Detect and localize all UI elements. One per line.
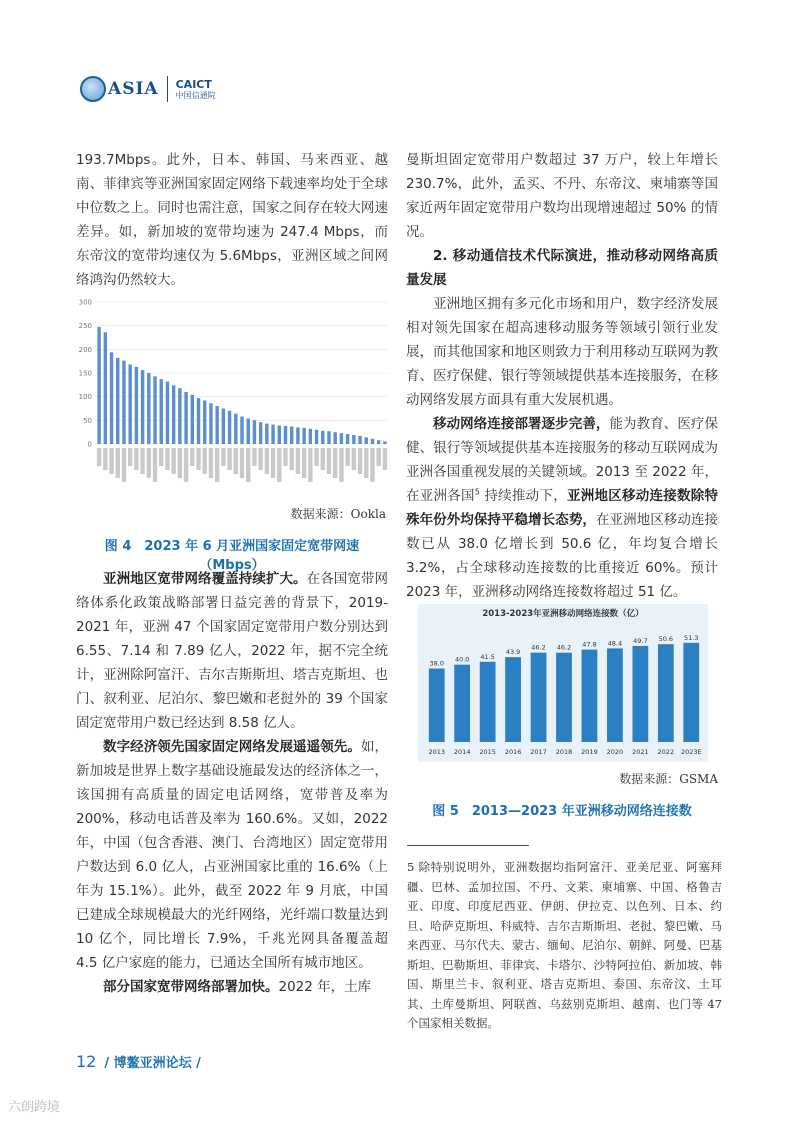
fig4-y-tick-label: 150	[78, 369, 92, 378]
fig4-bar	[184, 392, 187, 444]
fig5-category-label: 2016	[504, 748, 522, 756]
fig4-bar	[271, 425, 274, 444]
fig4-bar	[191, 395, 194, 444]
fig4-x-label-glyph	[289, 448, 293, 470]
fig5-bar	[505, 657, 521, 742]
fig4-x-label-glyph	[258, 448, 262, 470]
fig4-bar	[135, 367, 138, 444]
fig4-bar	[377, 440, 380, 444]
fig5-bar	[454, 665, 470, 742]
fig4-bar	[259, 422, 262, 444]
right-p2	[406, 412, 718, 604]
fig4-x-label-glyph	[159, 448, 163, 466]
p1-heading: 亚洲地区宽带网络覆盖持续扩大。	[103, 571, 307, 587]
fig4-bar	[371, 439, 374, 444]
fig5-bar	[607, 648, 623, 742]
right-p0: 曼斯坦固定宽带用户数超过 37 万户，较上年增长 230.7%，此外，孟买、不丹、东帝汶、柬埔寨等国家近两年固定宽带用户数均出现增速超过 50% 的情况。	[406, 152, 718, 240]
fig5-category-label: 2022	[657, 748, 675, 756]
fig4-x-label-glyph	[122, 448, 126, 482]
fig4-bar	[178, 388, 181, 444]
fig5-bar	[556, 653, 572, 742]
fig5-value-label: 48.4	[607, 639, 623, 648]
page-footer	[76, 1052, 201, 1071]
fig4-bar	[104, 332, 107, 444]
fig4-x-label-glyph	[134, 448, 138, 470]
header-logo	[80, 72, 216, 106]
fig5-value-label: 49.7	[633, 636, 648, 645]
paragraph-digital-economy	[76, 735, 388, 975]
fig4-chart	[76, 294, 394, 494]
right-p2-c: 在亚洲地区移动连接数已从 38.0 亿增长到 50.6 亿，年均复合增长 3.2%，占全球移动连接数的比重接近 60%。预计 2023 年，亚洲移动网络连接数将超过 51 亿。	[406, 512, 719, 600]
fig5-bar	[429, 669, 445, 742]
fig4-bar	[228, 411, 231, 444]
fig4-x-label-glyph	[283, 448, 287, 466]
fig5-bar	[582, 650, 598, 742]
asia-logo-text: ASIA	[108, 79, 159, 99]
fig4-bar	[172, 385, 175, 444]
fig4-bar	[253, 420, 256, 444]
paragraph-broadband-coverage	[76, 567, 388, 735]
fig4-bar	[265, 424, 268, 444]
fig5-category-label: 2021	[632, 748, 649, 756]
fig4-bar	[340, 433, 343, 444]
fig4-bar	[166, 382, 169, 444]
fig5-category-label: 2017	[530, 748, 547, 756]
fig4-bar	[346, 434, 349, 444]
fig5-bar	[683, 643, 699, 742]
caict-logo-en: CAICT	[175, 77, 212, 91]
fig4-x-label-glyph	[370, 448, 374, 482]
fig5-title: 2013-2023年亚洲移动网络连接数（亿）	[482, 609, 644, 619]
fig5-category-label: 2013	[428, 748, 446, 756]
fig4-x-label-glyph	[178, 448, 182, 478]
fig5-bar	[632, 646, 648, 742]
fig4-bar	[315, 430, 318, 444]
right-p2-heading: 移动网络连接部署逐步完善，	[433, 416, 610, 432]
fig5-category-label: 2015	[479, 748, 496, 756]
fig4-bar	[153, 376, 156, 444]
fig4-bar	[203, 400, 206, 444]
p1-text: 在各国宽带网络体系化政策战略部署日益完善的背景下，2019-2021 年，亚洲 47 个国家固定宽带用户数分别达到 6.55、7.14 和 7.89 亿人，2022 年，据不完全统计，亚洲除阿富汗、吉尔吉斯斯坦、塔吉克斯坦、也门、叙利亚、尼泊尔、黎巴嫩和老挝外的 39 个国家固定宽带用户数已经达到 8.58 亿人。	[76, 571, 388, 731]
fig4-x-label-glyph	[227, 448, 231, 470]
right-p2-b: 持续推动下，	[479, 488, 567, 504]
footnote-ref: 5	[474, 487, 480, 497]
fig4-x-label-glyph	[165, 448, 169, 470]
fig4-bar	[222, 409, 225, 445]
fig4-x-label-glyph	[321, 448, 325, 470]
right-p2-bold2: 亚洲地区移动连接数除特殊年份外均保持平稳增长态势，	[406, 488, 719, 528]
fig4-y-tick-label: 100	[78, 393, 92, 402]
fig4-x-label-glyph	[296, 448, 300, 474]
fig4-bar	[327, 431, 330, 444]
fig5-category-label: 2019	[581, 748, 598, 756]
fig5-caption: 图 5 2013—2023 年亚洲移动网络连接数	[432, 804, 692, 819]
fig4-bar	[247, 418, 250, 444]
fig4-x-label-glyph	[252, 448, 256, 466]
section-title: 2. 移动通信技术代际演进，推动移动网络高质量发展	[406, 248, 718, 288]
footnote: 5 除特别说明外，亚洲数据均指阿富汗、亚美尼亚、阿塞拜疆、巴林、孟加拉国、不丹、文莱、柬埔寨、中国、格鲁吉亚、印度、印度尼西亚、伊朗、伊拉克、以色列、日本、约旦、哈萨克斯坦、科威特、吉尔吉斯斯坦、老挝、黎巴嫩、马来西亚、马尔代夫、蒙古、缅甸、尼泊尔、朝鲜、阿曼、巴基斯坦、巴勒斯坦、菲律宾、卡塔尔、沙特阿拉伯、新加坡、韩国、斯里兰卡、叙利亚、塔吉克斯坦、泰国、东帝汶、土耳其、土库曼斯坦、阿联酋、乌兹别克斯坦、越南、也门等 47 个国家相关数据。	[407, 860, 722, 1030]
fig4-x-label-glyph	[171, 448, 175, 474]
p3-heading: 部分国家宽带网络部署加快。	[103, 979, 279, 995]
fig4-x-label-glyph	[221, 448, 225, 466]
fig4-bar	[197, 398, 200, 444]
fig4-bar	[333, 432, 336, 444]
fig4-x-label-glyph	[153, 448, 157, 482]
fig4-x-label-glyph	[308, 448, 312, 482]
fig4-bar	[215, 406, 218, 444]
fig4-bar	[147, 373, 150, 444]
fig4-bar	[110, 352, 113, 444]
fig5-category-label: 2014	[453, 748, 471, 756]
fig5-bar	[658, 644, 674, 742]
fig4-x-label-glyph	[103, 448, 107, 470]
fig4-bar	[141, 370, 144, 444]
fig4-bar	[284, 426, 287, 444]
caict-logo	[176, 79, 216, 100]
fig4-x-label-glyph	[302, 448, 306, 478]
right-p1: 亚洲地区拥有多元化市场和用户，数字经济发展相对领先国家在超高速移动服务等领域引领行业发展，而其他国家和地区则致力于利用移动互联网为教育、医疗保健、银行等领域提供基本连接服务，在移动网络发展方面具有重大发展机遇。	[406, 296, 718, 408]
fig5-category-label: 2023E	[680, 748, 702, 756]
p2-text: 如，新加坡是世界上数字基础设施最发达的经济体之一，该国拥有高质量的固定电话网络，宽带普及率为 200%，移动电话普及率为 160.6%。又如，2022 年，中国（包含香港、澳门、台湾地区）固定宽带用户数达到 6.0 亿人，占亚洲国家比重的 16.6%（上年为 15.1%）。此外，截至 2022 年 9 月底，中国已建成全球规模最大的光纤网络，光纤端口数量达到 10 亿个，同比增长 7.9%，千兆光网具备覆盖超 4.5 亿户家庭的能力，已通达全国所有城市地区。	[76, 739, 389, 971]
fig4-bar	[128, 364, 131, 444]
page-number: 12	[76, 1052, 97, 1071]
fig4-x-label-glyph	[339, 448, 343, 482]
fig4-x-label-glyph	[314, 448, 318, 466]
fig4-y-tick-label: 300	[78, 298, 92, 307]
fig4-bar	[358, 436, 361, 444]
fig4-bar	[309, 429, 312, 444]
fig5-value-label: 38.0	[429, 659, 444, 668]
fig4-x-label-glyph	[364, 448, 368, 478]
watermark: 六朗跨境	[8, 1100, 61, 1115]
fig5-bar	[480, 662, 496, 742]
fig4-bar	[383, 441, 386, 444]
fig4-x-label-glyph	[209, 448, 213, 478]
fig4-bar	[209, 403, 212, 444]
fig5-value-label: 50.6	[658, 635, 674, 644]
fig4-bar	[302, 428, 305, 444]
fig4-x-label-glyph	[271, 448, 275, 478]
fig4-x-label-glyph	[345, 448, 349, 466]
fig5-value-label: 40.0	[454, 655, 470, 664]
left-intro	[76, 148, 388, 292]
fig5-value-label: 46.2	[556, 643, 572, 652]
right-body	[406, 148, 718, 604]
fig4-x-label-glyph	[265, 448, 269, 474]
fig4-x-label-glyph	[97, 448, 101, 466]
fig5-value-label: 47.8	[582, 640, 597, 649]
fig5-value-label: 41.5	[480, 652, 495, 661]
fig5-bar	[531, 653, 547, 742]
fig4-bar	[97, 327, 100, 444]
fig4-x-label-glyph	[215, 448, 219, 482]
logo-divider	[167, 76, 168, 102]
fig4-bar	[160, 379, 163, 444]
boao-asia-logo	[80, 76, 159, 102]
fig4-x-label-glyph	[203, 448, 207, 474]
fig4-x-label-glyph	[184, 448, 188, 482]
fig5-source: 数据来源：GSMA	[619, 772, 718, 786]
fig4-x-label-glyph	[352, 448, 356, 470]
fig4-bar	[278, 426, 281, 444]
globe-icon	[80, 76, 106, 102]
fig5-category-label: 2018	[555, 748, 573, 756]
p2-heading: 数字经济领先国家固定网络发展遥遥领先。	[103, 739, 361, 755]
fig4-x-label-glyph	[234, 448, 238, 474]
p3-text: 2022 年，土库	[278, 979, 372, 995]
fig4-x-label-glyph	[190, 448, 194, 466]
fig5-value-label: 51.3	[684, 633, 699, 642]
fig4-bar	[116, 358, 119, 444]
fig4-y-tick-label: 0	[87, 440, 92, 449]
left-body	[76, 567, 388, 999]
fig5-value-label: 46.2	[531, 643, 546, 652]
publication-name: / 博鳌亚洲论坛 /	[104, 1056, 201, 1071]
fig4-source: 数据来源：Ookla	[290, 507, 386, 521]
fig5-chart	[418, 604, 708, 762]
paragraph-deployment	[76, 975, 388, 999]
fig4-bar	[234, 414, 237, 444]
fig4-bar	[122, 361, 125, 444]
fig4-x-label-glyph	[246, 448, 250, 482]
fig4-x-label-glyph	[240, 448, 244, 478]
left-intro-text: 193.7Mbps。此外，日本、韩国、马来西亚、越南、菲律宾等亚洲国家固定网络下载速率均处于全球中位数之上。同时也需注意，国家之间存在较大网速差异。如，新加坡的宽带均速为 247.4 Mbps，而东帝汶的宽带均速仅为 5.6Mbps，亚洲区域之间网络鸿沟仍然较大。	[76, 152, 388, 288]
fig4-x-label-glyph	[140, 448, 144, 474]
right-p2-a: 能为教育、医疗保健、银行等领域提供基本连接服务的移动互联网成为亚洲各国重视发展的关键领域。2013 至 2022 年，在亚洲各国	[406, 416, 719, 504]
fig4-x-label-glyph	[109, 448, 113, 474]
fig4-y-tick-label: 200	[78, 345, 92, 354]
fig4-bar	[240, 417, 243, 444]
fig4-bar	[365, 437, 368, 444]
fig4-caption: 图 4 2023 年 6 月亚洲国家固定宽带网速（Mbps）	[104, 539, 360, 573]
fig5-value-label: 43.9	[505, 648, 521, 657]
fig5-category-label: 2020	[606, 748, 624, 756]
fig4-x-label-glyph	[277, 448, 281, 482]
fig4-x-label-glyph	[333, 448, 337, 478]
fig4-bar	[321, 431, 324, 444]
fig4-bar	[290, 426, 293, 444]
fig4-x-label-glyph	[376, 448, 380, 466]
fig4-x-label-glyph	[327, 448, 331, 474]
fig4-x-label-glyph	[147, 448, 151, 478]
fig4-y-tick-label: 250	[78, 322, 92, 331]
fig4-bar	[352, 435, 355, 444]
fig4-x-label-glyph	[128, 448, 132, 466]
caict-logo-cn: 中国信通院	[175, 90, 216, 100]
fig4-x-label-glyph	[358, 448, 362, 474]
fig4-x-label-glyph	[383, 448, 387, 470]
fig4-x-label-glyph	[196, 448, 200, 470]
footnote-divider	[407, 845, 529, 846]
fig4-x-label-glyph	[116, 448, 120, 478]
fig4-bar	[296, 427, 299, 444]
fig4-y-tick-label: 50	[83, 416, 92, 425]
